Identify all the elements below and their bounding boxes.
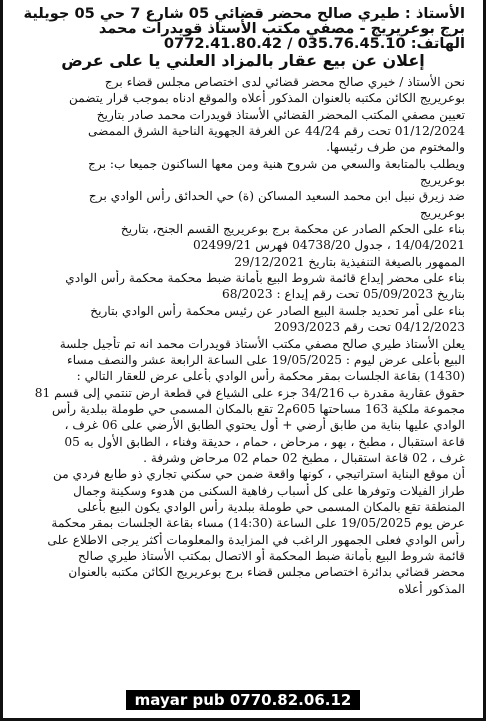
body-line: 14/04/2021 ، جدول 04738/20 فهرس 02499/21 bbox=[192, 238, 465, 253]
body-line: 01/12/2024 تحت رقم 44/24 عن الغرفة الجهوية الناحية الشرق الممضى bbox=[87, 124, 465, 139]
body-line: طراز الفيلات وتوفرها على كل أسباب رفاهية السكنى من هدوء وسكينة وجمال bbox=[73, 483, 465, 498]
body-line: غرف ، 02 قاعة استقبال ، مطبخ 02 حمام 02 مرحاض وشرفة . bbox=[143, 450, 465, 465]
body-line: بتاريخ 05/09/2023 تحت رقم إيداع : 68/2023 bbox=[221, 287, 465, 302]
body-line: بناء على محضر إيداع قائمة شروط البيع بأمانة ضبط محكمة محكمة رأس الوادي bbox=[65, 271, 465, 286]
bailiff-phone: الهاتف: 035.76.45.10 / 0772.41.80.42 bbox=[163, 35, 465, 52]
bailiff-city-office: برج بوعريريج - مصفي مكتب الأستاذ قويدرات محمد bbox=[98, 20, 465, 37]
body-line: حقوق عقارية مقدرة ب 34/216 جزء على الشياع في قطعة ارض تنتمي إلى قسم 81 bbox=[34, 385, 465, 400]
body-line: ويطلب بالمتابعة والسعي من شروح هنية ومن معها الساكنون جميعا ب: برج bbox=[88, 156, 465, 171]
bailiff-name-address: الأستاذ : طيري صالح محضر قضائي 05 شارع 7 حي 05 جويلية bbox=[23, 5, 465, 22]
body-line: المذكور أعلاه bbox=[398, 581, 465, 596]
body-line: بوعريريج bbox=[419, 173, 465, 188]
body-line: المنطقة تقع بالمكان المسمى حي طوملة ببلدية رأس الوادي يكون البيع بأعلى bbox=[77, 499, 465, 514]
body-line: مجموعة ملكية 163 مساحتها 605م2 تقع بالمكان المسمى حي طوملة ببلدية رأس bbox=[51, 401, 465, 416]
body-line: عرض يوم 19/05/2025 على الساعة (14:30) مساء بقاعة الجلسات بمقر محكمة bbox=[51, 516, 465, 531]
notice-title: إعلان عن بيع عقار بالمزاد العلني يا على عرض bbox=[61, 51, 425, 70]
bailiff-header bbox=[21, 6, 465, 51]
body-line: أن موقع البناية استراتيجي ، كونها واقعة ضمن حي سكني تجاري ذو طابع فردي من bbox=[52, 467, 465, 482]
body-line: قائمة شروط البيع بأمانة ضبط المحكمة أو الاتصال بمكتب الأستاذ طيري صالح bbox=[78, 548, 465, 563]
body-line: 04/12/2023 تحت رقم 2093/2023 bbox=[273, 320, 465, 335]
body-line: يعلن الأستاذ طيري صالح مصفي مكتب الأستاذ قويدرات محمد انه تم تأجيل جلسة bbox=[59, 336, 465, 351]
body-line: نحن الأستاذ / خيري صالح محضر قضائي لدى اختصاص مجلس قضاء برج bbox=[104, 75, 465, 89]
publisher-label: mayar pub 0770.82.06.12 bbox=[126, 690, 361, 710]
body-line: البيع بأعلى عرض ليوم : 19/05/2025 على الساعة الرابعة عشر والنصف مساء bbox=[67, 352, 465, 367]
body-line: الوادي عليها بناية من طابق أرضي + أول يحتوي الطابق الأرضي على 06 غرف ، bbox=[64, 418, 465, 433]
body-line: بوعريريج الكائن مكتبه بالعنوان المذكور أعلاه والموقع ادناه بموجب قرار يتضمن bbox=[69, 91, 465, 106]
body-line: والمختوم من طرف رئيسها. bbox=[326, 140, 465, 155]
body-line: رأس الوادي فعلى الجمهور الراغب في المزايدة والمعلومات أكثر يرجى الاطلاع على bbox=[47, 532, 465, 547]
body-line: تعيين مصفي المكتب المحضر القضائي الأستاذ قويدرات محمد صادر بتاريخ bbox=[96, 107, 465, 122]
body-line: بناء على أمر تحديد جلسة البيع الصادر عن رئيس محكمة رأس الوادي بتاريخ bbox=[90, 303, 465, 318]
footer-bar bbox=[3, 690, 483, 710]
notice-body bbox=[21, 74, 465, 597]
body-line: بناء على الحكم الصادر عن محكمة برج بوعريريج القسم الجنح، بتاريخ bbox=[120, 222, 465, 237]
body-line: ضد زيرق نبيل ابن محمد السعيد المساكن (ة) حي الحدائق رأس الوادي برج bbox=[88, 189, 465, 204]
body-line: الممهور بالصيغة التنفيذية بتاريخ 29/12/2021 bbox=[234, 254, 465, 269]
body-line: قاعة استقبال ، مطبخ ، بهو ، مرحاض ، حمام ، حديقة وفناء ، الطابق الأول به 05 bbox=[64, 434, 465, 449]
body-line: بوعريريج bbox=[419, 205, 465, 220]
body-line: (1430) بقاعة الجلسات بمقر محكمة رأس الوادي بأعلى عرض للعقار التالي : bbox=[76, 369, 465, 384]
body-line: محضر قضائي بدائرة اختصاص مجلس قضاء برج بوعريريج الكائن مكتبه بالعنوان bbox=[68, 565, 465, 580]
